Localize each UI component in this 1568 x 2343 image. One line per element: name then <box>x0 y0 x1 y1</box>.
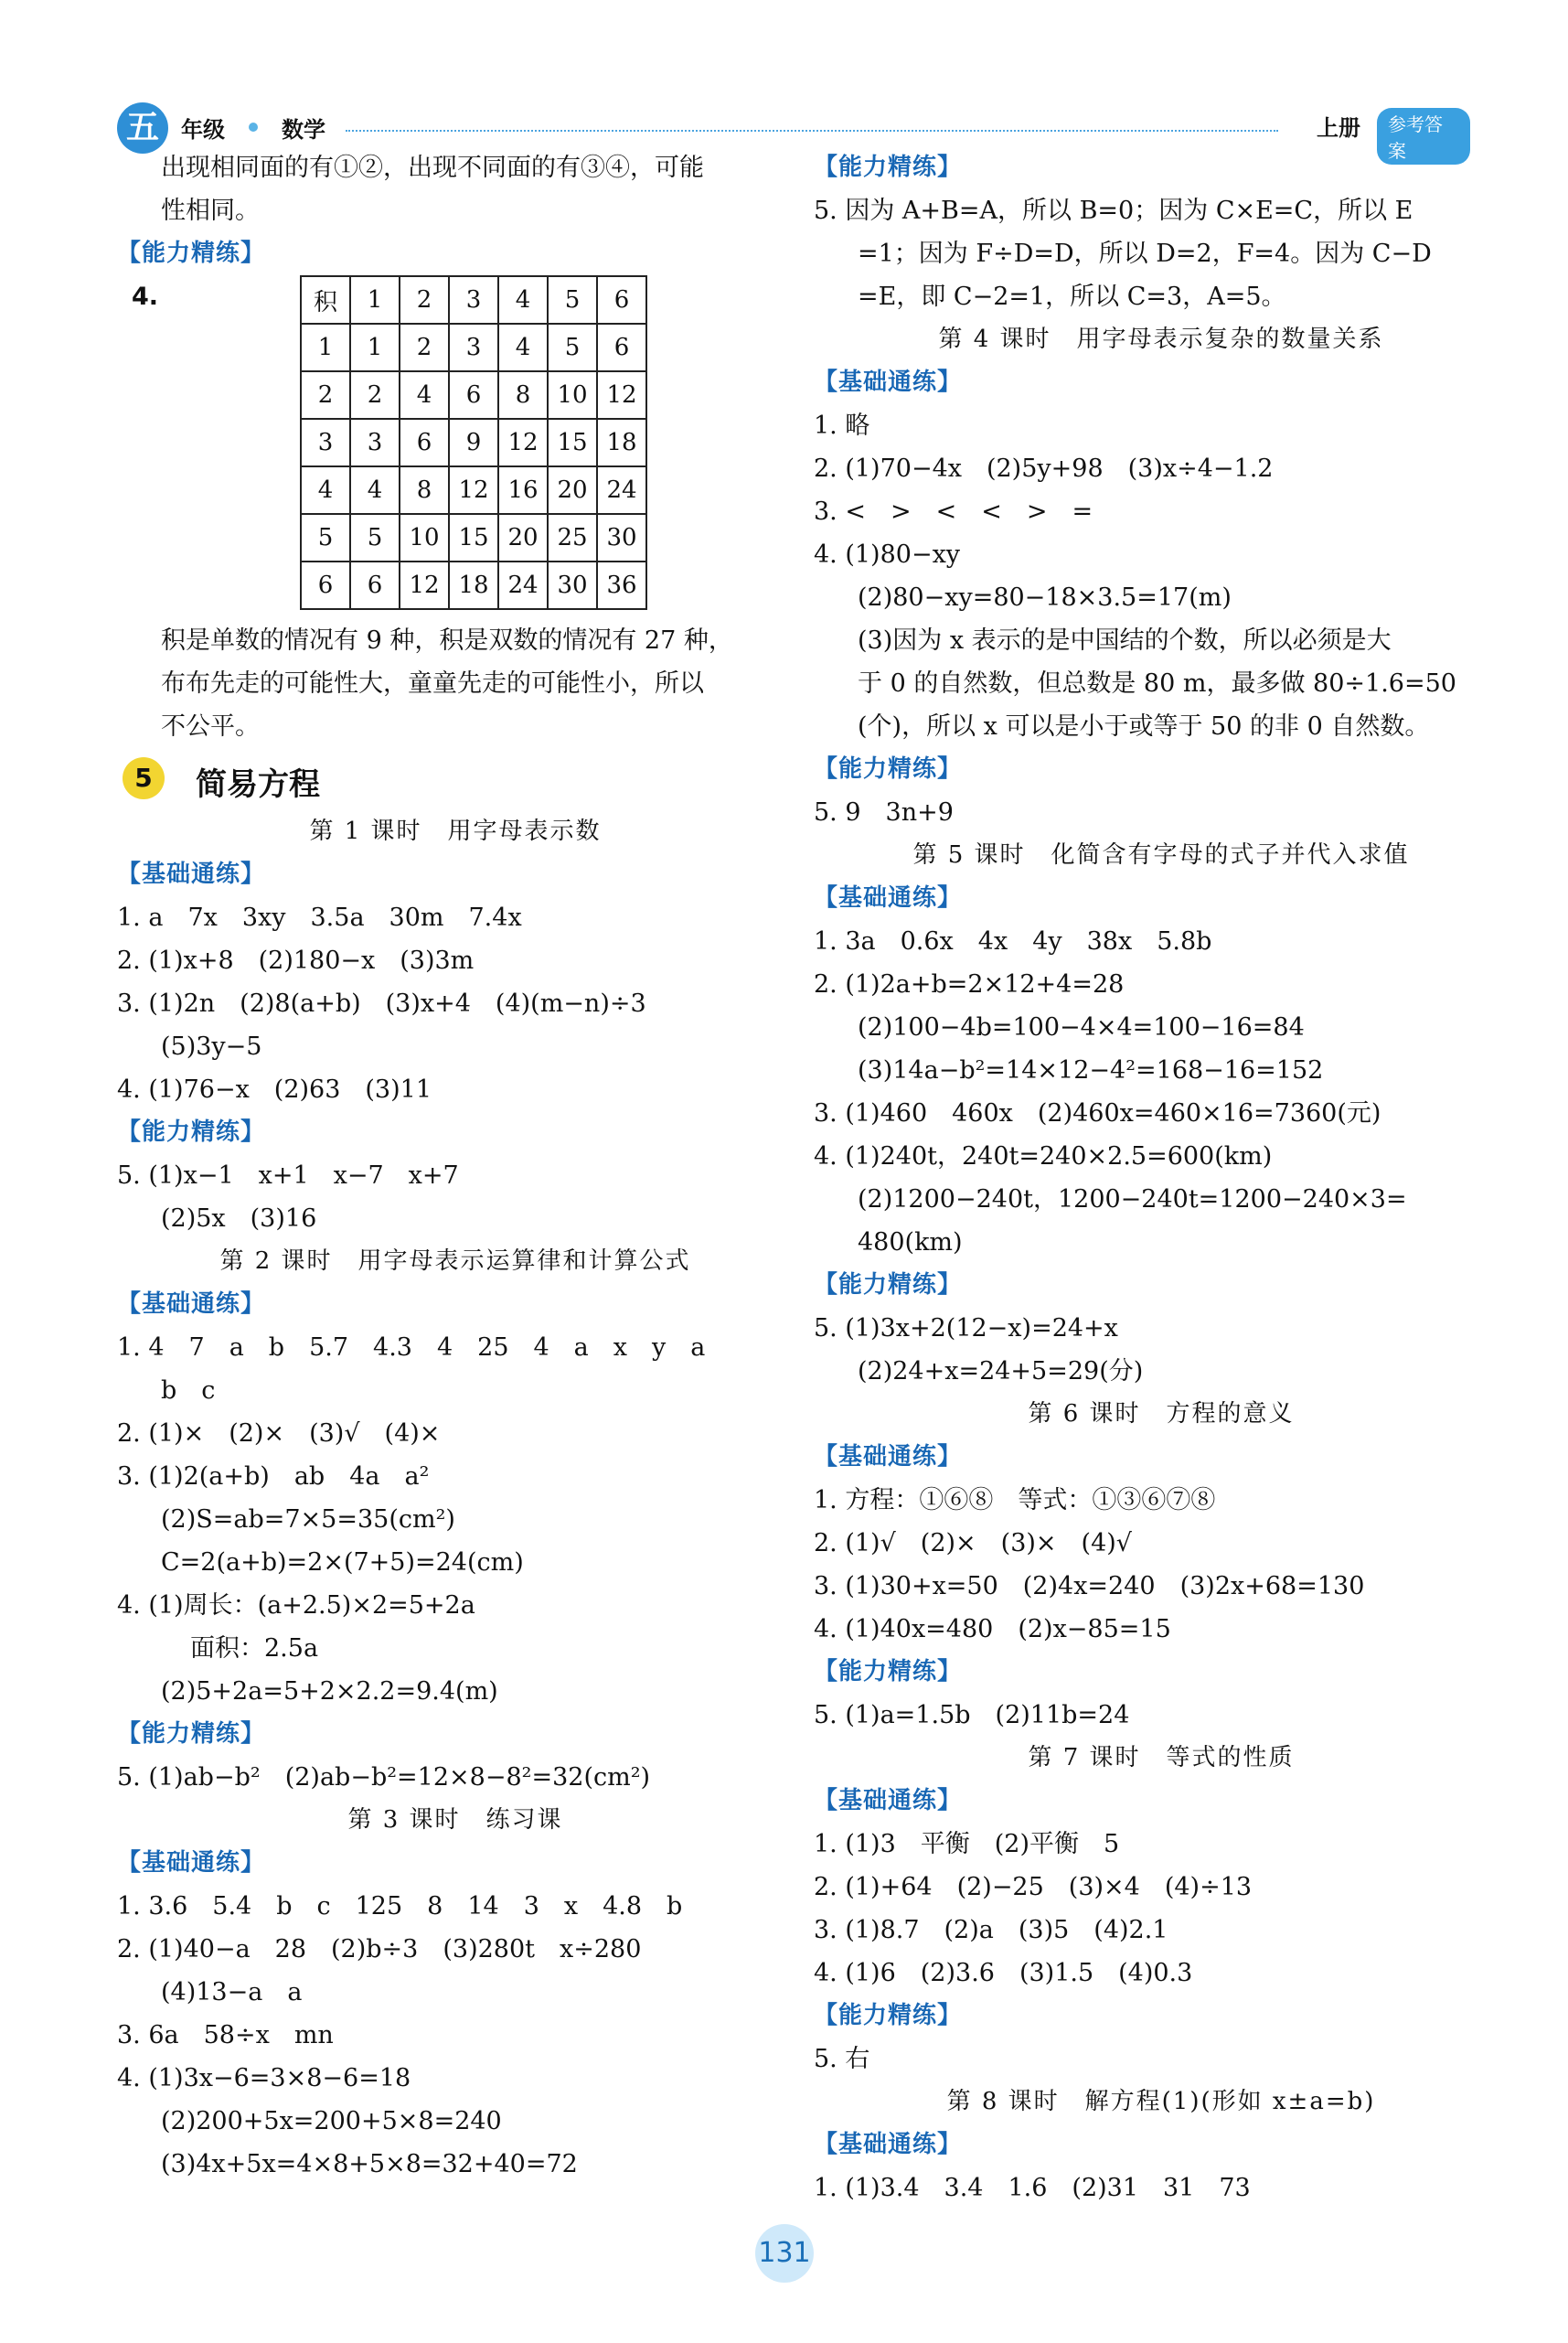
answer-line: (3)因为 x 表示的是中国结的个数，所以必须是大 <box>858 626 1392 655</box>
table-row <box>301 371 646 419</box>
separator-dot-icon <box>249 123 258 132</box>
answer-line: 3. 6a 58÷x mn <box>117 2021 334 2049</box>
answer-line: 2. (1)40−a 28 (2)b÷3 (3)280t x÷280 <box>117 1935 642 1963</box>
table-cell: 18 <box>449 562 498 609</box>
section-tag-basic: 【基础通练】 <box>814 1787 963 1814</box>
answer-line: (3)4x+5x=4×8+5×8=32+40=72 <box>161 2150 578 2178</box>
table-cell: 9 <box>449 419 498 466</box>
question-4-block <box>117 275 794 619</box>
section-tag-basic: 【基础通练】 <box>117 1290 266 1318</box>
table-cell: 3 <box>449 324 498 371</box>
answer-line: 3. (1)2(a+b) ab 4a a² <box>117 1462 430 1491</box>
table-cell: 12 <box>400 562 449 609</box>
section-tag-ability: 【能力精练】 <box>814 154 963 181</box>
table-cell: 4 <box>498 324 548 371</box>
table-cell: 25 <box>548 514 597 562</box>
answer-line: 480(km) <box>858 1228 963 1257</box>
table-cell: 12 <box>498 419 548 466</box>
lesson-title: 第 7 课时 等式的性质 <box>1028 1744 1295 1771</box>
answer-line: 2. (1)x+8 (2)180−x (3)3m <box>117 947 475 975</box>
answer-line: 4. (1)80−xy <box>814 540 961 569</box>
table-cell: 5 <box>548 324 597 371</box>
table-cell: 15 <box>449 514 498 562</box>
answer-line: 2. (1)70−4x (2)5y+98 (3)x÷4−1.2 <box>814 455 1274 483</box>
table-cell: 6 <box>597 324 646 371</box>
table-cell: 积 <box>301 276 350 324</box>
subject-label: 数学 <box>282 117 325 143</box>
table-cell: 1 <box>301 324 350 371</box>
table-row <box>301 276 646 324</box>
lesson-title: 第 4 课时 用字母表示复杂的数量关系 <box>938 326 1384 353</box>
answer-line: 3. (1)30+x=50 (2)4x=240 (3)2x+68=130 <box>814 1572 1365 1600</box>
section-tag-ability: 【能力精练】 <box>117 1720 266 1748</box>
table-cell: 6 <box>400 419 449 466</box>
answer-line: 面积：2.5a <box>190 1634 319 1663</box>
answer-line: 3. (1)460 460x (2)460x=460×16=7360(元) <box>814 1099 1381 1128</box>
text-line: 不公平。 <box>161 712 260 741</box>
answer-line: 5. (1)ab−b² (2)ab−b²=12×8−8²=32(cm²) <box>117 1763 651 1792</box>
table-cell: 4 <box>350 466 400 514</box>
answer-line: 4. (1)3x−6=3×8−6=18 <box>117 2064 411 2092</box>
table-cell: 15 <box>548 419 597 466</box>
section-tag-ability: 【能力精练】 <box>814 755 963 783</box>
section-tag-ability: 【能力精练】 <box>117 1118 266 1146</box>
grade-badge: 五 <box>117 102 168 154</box>
table-cell: 6 <box>301 562 350 609</box>
text-line: 布布先走的可能性大，童童先走的可能性小，所以 <box>161 669 704 698</box>
answer-line: 2. (1)√ (2)× (3)× (4)√ <box>814 1529 1132 1557</box>
section-tag-ability: 【能力精练】 <box>814 2002 963 2029</box>
table-cell: 8 <box>498 371 548 419</box>
answer-line: =E，即 C−2=1，所以 C=3，A=5。 <box>858 283 1286 311</box>
table-cell: 5 <box>548 276 597 324</box>
header-divider <box>346 130 1278 132</box>
page-number: 131 <box>755 2224 814 2283</box>
table-cell: 4 <box>498 276 548 324</box>
table-cell: 2 <box>400 276 449 324</box>
answer-line: 1. 略 <box>814 412 870 440</box>
answer-line: 4. (1)40x=480 (2)x−85=15 <box>814 1615 1171 1643</box>
table-cell: 4 <box>301 466 350 514</box>
answer-line: C=2(a+b)=2×(7+5)=24(cm) <box>161 1548 524 1577</box>
answer-line: 2. (1)× (2)× (3)√ (4)× <box>117 1419 441 1448</box>
table-cell: 18 <box>597 419 646 466</box>
table-cell: 5 <box>350 514 400 562</box>
section-tag-basic: 【基础通练】 <box>814 1443 963 1471</box>
table-cell: 6 <box>449 371 498 419</box>
answer-line: 5. 9 3n+9 <box>814 798 954 827</box>
answer-line: =1；因为 F÷D=D，所以 D=2，F=4。因为 C−D <box>858 240 1432 268</box>
section-tag-basic: 【基础通练】 <box>814 884 963 912</box>
answer-line: 5. (1)x−1 x+1 x−7 x+7 <box>117 1161 459 1190</box>
table-cell: 30 <box>548 562 597 609</box>
table-cell: 10 <box>548 371 597 419</box>
answer-line: (3)14a−b²=14×12−4²=168−16=152 <box>858 1056 1324 1085</box>
answer-line: 5. 因为 A+B=A，所以 B=0；因为 C×E=C，所以 E <box>814 197 1413 225</box>
answer-line: 4. (1)76−x (2)63 (3)11 <box>117 1075 432 1104</box>
section-tag-basic: 【基础通练】 <box>814 2131 963 2158</box>
text-line: 积是单数的情况有 9 种，积是双数的情况有 27 种， <box>161 626 733 655</box>
answers-badge: 参考答案 <box>1377 108 1470 165</box>
answer-line: 5. (1)3x+2(12−x)=24+x <box>814 1314 1118 1343</box>
left-column <box>117 146 794 2186</box>
table-cell: 20 <box>498 514 548 562</box>
answer-line: 1. 3.6 5.4 b c 125 8 14 3 x 4.8 b <box>117 1892 683 1920</box>
table-cell: 3 <box>449 276 498 324</box>
table-row <box>301 466 646 514</box>
table-cell: 3 <box>350 419 400 466</box>
table-cell: 12 <box>449 466 498 514</box>
lesson-title: 第 8 课时 解方程(1)(形如 x±a=b) <box>946 2088 1376 2115</box>
answer-line: 2. (1)2a+b=2×12+4=28 <box>814 970 1125 999</box>
chapter-title: 简易方程 <box>196 766 320 803</box>
table-cell: 36 <box>597 562 646 609</box>
answer-line: 1. 方程：①⑥⑧ 等式：①③⑥⑦⑧ <box>814 1486 1216 1514</box>
section-tag-ability: 【能力精练】 <box>814 1271 963 1299</box>
lesson-title: 第 2 课时 用字母表示运算律和计算公式 <box>219 1247 691 1275</box>
answer-line: (2)100−4b=100−4×4=100−16=84 <box>858 1013 1305 1042</box>
answer-line: (2)5+2a=5+2×2.2=9.4(m) <box>161 1677 498 1706</box>
answer-line: 1. 4 7 a b 5.7 4.3 4 25 4 a x y a <box>117 1333 706 1362</box>
table-cell: 24 <box>498 562 548 609</box>
text-line: 性相同。 <box>161 197 260 225</box>
chapter-heading <box>117 748 794 810</box>
table-cell: 3 <box>301 419 350 466</box>
answer-line: 1. (1)3.4 3.4 1.6 (2)31 31 73 <box>814 2174 1251 2202</box>
answer-line: (2)1200−240t，1200−240t=1200−240×3= <box>858 1185 1407 1214</box>
answer-line: 4. (1)240t，240t=240×2.5=600(km) <box>814 1142 1273 1171</box>
table-cell: 12 <box>597 371 646 419</box>
table-cell: 1 <box>350 324 400 371</box>
answer-line: 1. 3a 0.6x 4x 4y 38x 5.8b <box>814 927 1212 956</box>
volume-label: 上册 <box>1317 115 1360 141</box>
lesson-title: 第 3 课时 练习课 <box>347 1806 563 1834</box>
answer-line: 4. (1)6 (2)3.6 (3)1.5 (4)0.3 <box>814 1959 1193 1987</box>
table-cell: 4 <box>400 371 449 419</box>
answer-line: 5. 右 <box>814 2045 870 2073</box>
right-column <box>814 146 1509 2209</box>
table-row <box>301 562 646 609</box>
answer-line: 4. (1)周长：(a+2.5)×2=5+2a <box>117 1591 475 1620</box>
table-row <box>301 324 646 371</box>
answer-line: 2. (1)+64 (2)−25 (3)×4 (4)÷13 <box>814 1873 1253 1901</box>
table-cell: 5 <box>301 514 350 562</box>
table-cell: 24 <box>597 466 646 514</box>
table-row <box>301 514 646 562</box>
table-cell: 8 <box>400 466 449 514</box>
table-row <box>301 419 646 466</box>
answer-line: (2)200+5x=200+5×8=240 <box>161 2107 502 2135</box>
answer-line: 5. (1)a=1.5b (2)11b=24 <box>814 1701 1130 1729</box>
table-cell: 2 <box>400 324 449 371</box>
section-tag-ability: 【能力精练】 <box>814 1658 963 1685</box>
table-cell: 10 <box>400 514 449 562</box>
chapter-number: 5 <box>123 757 165 799</box>
lesson-title: 第 6 课时 方程的意义 <box>1028 1400 1295 1428</box>
answer-line: (2)80−xy=80−18×3.5=17(m) <box>858 583 1232 612</box>
answer-line: b c <box>161 1376 216 1405</box>
table-cell: 2 <box>301 371 350 419</box>
table-cell: 1 <box>350 276 400 324</box>
product-table <box>300 275 647 610</box>
section-tag-ability: 【能力精练】 <box>117 240 266 267</box>
question-number: 4. <box>132 283 159 311</box>
table-cell: 30 <box>597 514 646 562</box>
text-line: 出现相同面的有①②，出现不同面的有③④，可能 <box>161 154 704 182</box>
answer-line: (2)5x (3)16 <box>161 1204 317 1233</box>
answer-line: 1. a 7x 3xy 3.5a 30m 7.4x <box>117 904 522 932</box>
answer-line: 3. (1)2n (2)8(a+b) (3)x+4 (4)(m−n)÷3 <box>117 990 646 1018</box>
answer-line: (2)24+x=24+5=29(分) <box>858 1357 1144 1385</box>
answer-line: (2)S=ab=7×5=35(cm²) <box>161 1505 455 1534</box>
answer-line: (4)13−a a <box>161 1978 303 2006</box>
section-tag-basic: 【基础通练】 <box>117 861 266 888</box>
table-cell: 20 <box>548 466 597 514</box>
answer-line: 于 0 的自然数，但总数是 80 m，最多做 80÷1.6=50 <box>858 669 1456 698</box>
lesson-title: 第 1 课时 用字母表示数 <box>309 818 602 845</box>
lesson-title: 第 5 课时 化简含有字母的式子并代入求值 <box>912 841 1410 869</box>
table-cell: 6 <box>597 276 646 324</box>
answer-line: 3. < > < < > = <box>814 497 1093 526</box>
section-tag-basic: 【基础通练】 <box>117 1849 266 1877</box>
answer-line: (个)，所以 x 可以是小于或等于 50 的非 0 自然数。 <box>858 712 1430 741</box>
answer-line: 3. (1)8.7 (2)a (3)5 (4)2.1 <box>814 1916 1168 1944</box>
answer-line: (5)3y−5 <box>161 1032 262 1061</box>
table-cell: 16 <box>498 466 548 514</box>
table-cell: 6 <box>350 562 400 609</box>
grade-label: 年级 <box>181 117 225 143</box>
table-cell: 2 <box>350 371 400 419</box>
answer-line: 1. (1)3 平衡 (2)平衡 5 <box>814 1830 1120 1858</box>
section-tag-basic: 【基础通练】 <box>814 369 963 396</box>
